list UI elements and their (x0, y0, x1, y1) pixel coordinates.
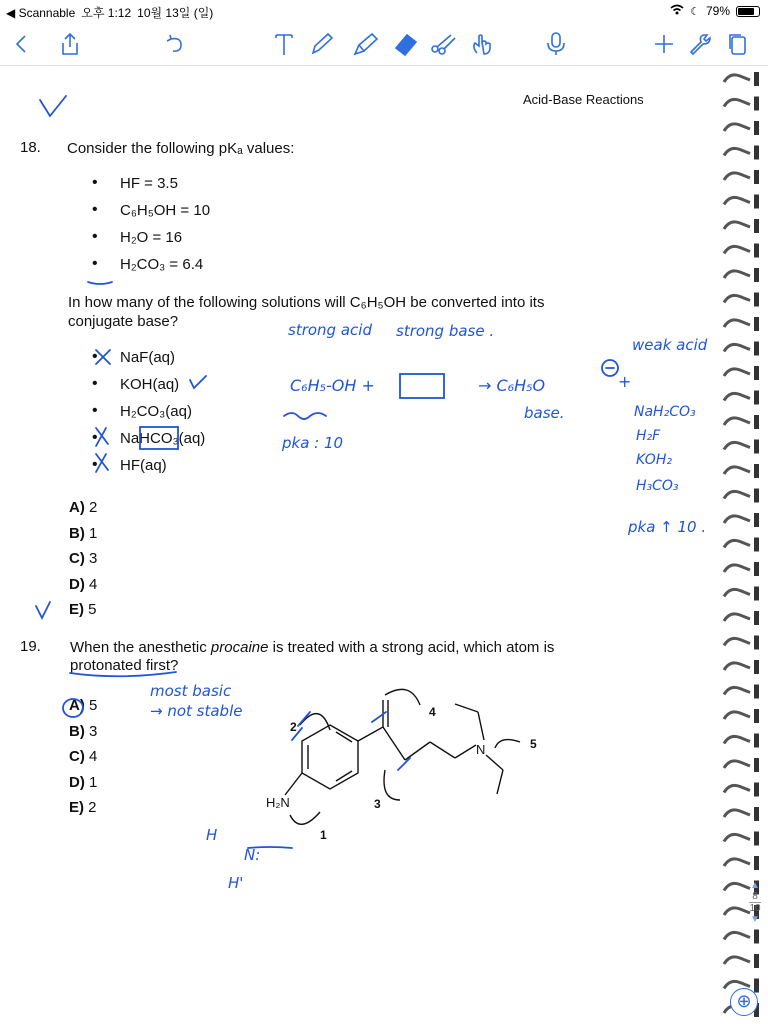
back-to-app-link[interactable]: ◀ Scannable (6, 5, 76, 20)
moon-icon: ☾ (690, 5, 700, 18)
page-indicator[interactable]: ▲ 8 10 ▼ (744, 880, 766, 925)
add-icon[interactable] (648, 28, 680, 60)
answer-choice[interactable]: A) 2 (69, 499, 98, 516)
wrench-icon[interactable] (684, 28, 716, 60)
question-18-number: 18. (20, 139, 41, 156)
hand-tool-icon[interactable] (466, 28, 498, 60)
list-item: • NaHCO₃(aq) (92, 430, 205, 457)
structure-label-3: 3 (374, 797, 381, 811)
eraser-icon[interactable] (390, 28, 422, 60)
handwriting-list-2: H₂F (636, 428, 661, 444)
handwriting-base: base. (524, 404, 565, 422)
undo-icon[interactable] (160, 28, 192, 60)
nitrogen-label: N (476, 742, 486, 757)
list-item: • H₂CO₃(aq) (92, 403, 205, 430)
list-item: • C₆H₅OH = 10 (92, 202, 210, 229)
question-19-text-line1: When the anesthetic procaine is treated with a strong acid, which atom is (70, 639, 555, 656)
list-item: • H₂CO₃ = 6.4 (92, 256, 210, 283)
status-time: 오후 1:12 (81, 6, 132, 20)
zoom-in-button[interactable]: ⊕ (730, 988, 758, 1016)
total-pages: 10 (749, 903, 761, 914)
handwriting-pka-up: pka ↑ 10 . (628, 518, 707, 536)
handwriting-plus: + (618, 372, 632, 391)
handwriting-reaction: C₆H₅-OH + (290, 376, 375, 395)
handwriting-pka-10: pka : 10 (282, 434, 344, 452)
answer-choice[interactable]: B) 1 (69, 524, 98, 542)
handwriting-h-bottom: H' (228, 874, 244, 892)
question-18-text-line1: In how many of the following solutions will C₆H₅OH be converted into its (68, 294, 545, 311)
question-18-text-line2: conjugate base? (68, 313, 179, 330)
microphone-icon[interactable] (540, 28, 572, 60)
answer-choice[interactable]: B) 3 (69, 722, 98, 740)
scissors-icon[interactable] (428, 28, 460, 60)
structure-label-1: 1 (320, 828, 327, 842)
handwriting-list-1: NaH₂CO₃ (634, 404, 696, 420)
handwriting-not-stable: → not stable (150, 702, 243, 720)
handwriting-strong-acid: strong acid (288, 321, 372, 339)
pka-list (92, 175, 210, 283)
list-item: • H₂O = 16 (92, 229, 210, 256)
list-item: • HF = 3.5 (92, 175, 210, 202)
share-icon[interactable] (54, 28, 86, 60)
status-bar (0, 0, 768, 22)
highlighter-icon[interactable] (350, 28, 382, 60)
back-icon[interactable] (6, 28, 38, 60)
toolbar (0, 22, 768, 66)
question-18-choices (69, 499, 97, 627)
current-page: 8 (752, 891, 758, 902)
answer-choice[interactable]: C) 3 (69, 550, 98, 567)
pen-icon[interactable] (306, 28, 338, 60)
wifi-icon (670, 4, 684, 18)
handwriting-list-3: KOH₂ (636, 452, 672, 468)
structure-label-4: 4 (429, 705, 436, 719)
list-item: • KOH(aq) (92, 376, 205, 403)
list-item: • NaF(aq) (92, 349, 205, 376)
handwriting-most-basic: most basic (150, 682, 232, 700)
handwriting-weak-acid: weak acid (632, 336, 708, 354)
structure-label-2: 2 (290, 720, 297, 734)
question-19-text-line2: protonated first? (70, 657, 179, 674)
answer-choice[interactable]: A) 5 (69, 697, 98, 714)
question-18-intro: Consider the following pKₐ values: (67, 140, 295, 157)
text-tool-icon[interactable] (268, 28, 300, 60)
battery-percent: 79% (705, 4, 730, 18)
amine-label: H₂N (266, 795, 290, 810)
page-header: Acid-Base Reactions (523, 92, 644, 107)
list-item: • HF(aq) (92, 457, 205, 484)
status-date: 10월 13일 (일) (137, 6, 214, 20)
handwriting-product: → C₆H₅O (478, 376, 546, 395)
battery-icon (736, 6, 760, 17)
answer-choice[interactable]: E) 2 (69, 799, 97, 816)
pages-icon[interactable] (722, 28, 754, 60)
answer-choice[interactable]: D) 1 (69, 773, 98, 791)
question-19-number: 19. (20, 638, 41, 655)
answer-choice[interactable]: E) 5 (69, 601, 97, 618)
answer-choice[interactable]: D) 4 (69, 575, 98, 593)
handwriting-list-4: H₃CO₃ (636, 478, 679, 494)
solutions-list (92, 349, 205, 484)
handwriting-n: N: (244, 846, 261, 864)
structure-label-5: 5 (530, 737, 537, 751)
answer-choice[interactable]: C) 4 (69, 748, 98, 765)
question-19-choices (69, 697, 97, 825)
handwriting-strong-base: strong base . (396, 322, 495, 340)
handwriting-h-top: H (206, 826, 218, 844)
